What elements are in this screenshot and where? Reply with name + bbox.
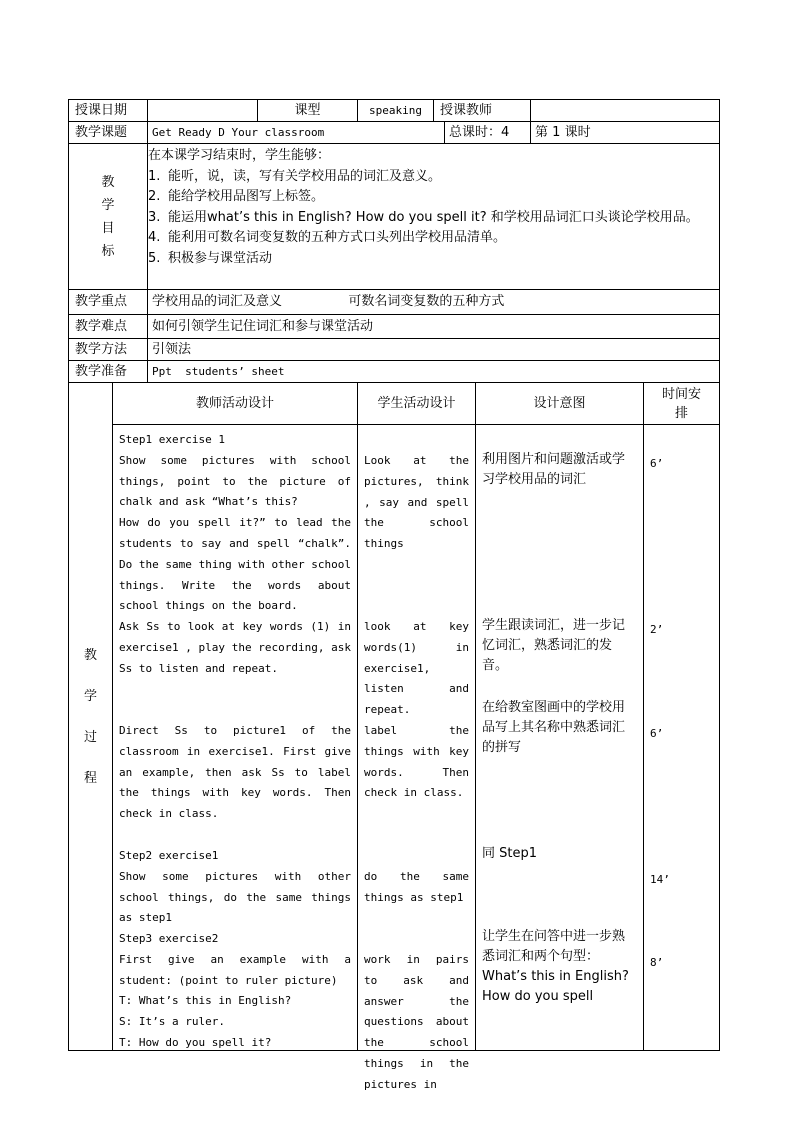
student-step-1c: label the things with key words. Then check in class. bbox=[364, 724, 470, 800]
teacher-activity-column bbox=[113, 425, 358, 1051]
student-step-1b: look at key words(1) in exercise1, listen and repeat. bbox=[364, 620, 470, 717]
time-step-2: 14’ bbox=[650, 873, 670, 886]
time-step-1c: 6’ bbox=[650, 727, 664, 740]
time-step-3: 8’ bbox=[650, 956, 664, 969]
type-value: speaking bbox=[358, 100, 434, 122]
time-step-1b: 2’ bbox=[650, 623, 664, 636]
student-activity-column bbox=[358, 425, 476, 1091]
design-intent-header: 设计意图 bbox=[476, 383, 644, 425]
type-label: 课型 bbox=[258, 100, 358, 122]
time-step-1: 6’ bbox=[650, 457, 664, 470]
goal-item: 4. 能利用可数名词变复数的五种方式口头列出学校用品清单。 bbox=[148, 230, 507, 245]
teacher-step-3: Step3 exercise2 First give an example with a student: (point to ruler picture) T: What’s this in English? S: It’s a ruler. T: How do you spell it? bbox=[119, 932, 352, 1049]
intent-step-2: 同 Step1 bbox=[482, 846, 538, 861]
teacher-step-1c: Direct Ss to picture1 of the classroom in exercise1. First give an example, then ask Ss to label the things with key words. Then check in class. bbox=[119, 724, 352, 821]
lesson-plan-table bbox=[68, 99, 719, 1091]
intent-step-3: 让学生在问答中进一步熟悉词汇和两个句型：What’s this in English? How do you spell bbox=[482, 929, 629, 1004]
teacher-value bbox=[531, 100, 720, 122]
student-step-1: Look at the pictures, think , say and spell the school things bbox=[364, 454, 470, 551]
student-step-3: work in pairs to ask and answer the questions about the school things in the pictures in bbox=[364, 953, 470, 1091]
goals-label: 教 学 目 标 bbox=[69, 144, 148, 290]
goal-item: 5. 积极参与课堂活动 bbox=[148, 250, 273, 266]
intent-step-1c: 在给教室图画中的学校用品写上其名称中熟悉词汇的拼写 bbox=[482, 700, 626, 755]
date-value bbox=[148, 100, 258, 122]
method-label: 教学方法 bbox=[69, 339, 148, 361]
method-value: 引领法 bbox=[148, 339, 720, 361]
teacher-label: 授课教师 bbox=[434, 100, 531, 122]
student-activity-header: 学生活动设计 bbox=[358, 383, 476, 425]
keypoints-label: 教学重点 bbox=[69, 290, 148, 315]
time-column bbox=[644, 425, 720, 1051]
period-number: 第 1 课时 bbox=[531, 122, 720, 144]
topic-value: Get Ready D Your classroom bbox=[148, 122, 445, 144]
total-periods: 总课时：4 bbox=[445, 122, 531, 144]
topic-label: 教学课题 bbox=[69, 122, 148, 144]
goal-item: 1. 能听，说，读，写有关学校用品的词汇及意义。 bbox=[148, 168, 442, 184]
teacher-step-1b: Ask Ss to look at key words (1) in exercise1 , play the recording, ask Ss to listen and repeat. bbox=[119, 620, 352, 675]
date-label: 授课日期 bbox=[69, 100, 148, 122]
prep-value: Ppt students’ sheet bbox=[148, 361, 720, 383]
teacher-step-1: Step1 exercise 1 Show some pictures with school things, point to the picture of chalk and ask “What’s this? How do you spell it?” to lead the students to say and spell “chalk”. Do the same thing with other school things. Write the words about school things on the board. bbox=[119, 433, 352, 613]
keypoints-value: 学校用品的词汇及意义 可数名词变复数的五种方式 bbox=[148, 290, 720, 315]
intent-step-1b: 学生跟读词汇，进一步记忆词汇，熟悉词汇的发音。 bbox=[482, 618, 626, 673]
time-header: 时间安排 bbox=[644, 383, 720, 425]
intent-step-1: 利用图片和问题激活或学习学校用品的词汇 bbox=[482, 452, 626, 487]
goals-content bbox=[148, 144, 720, 290]
design-intent-column bbox=[476, 425, 644, 1051]
student-step-2: do the same things as step1 bbox=[364, 870, 470, 904]
teacher-step-2: Step2 exercise1 Show some pictures with other school things, do the same things as step1 bbox=[119, 849, 352, 925]
prep-label: 教学准备 bbox=[69, 361, 148, 383]
goal-item: 2. 能给学校用品图写上标签。 bbox=[148, 189, 325, 204]
difficulty-label: 教学难点 bbox=[69, 315, 148, 339]
difficulty-value: 如何引领学生记住词汇和参与课堂活动 bbox=[148, 315, 720, 339]
teacher-activity-header: 教师活动设计 bbox=[113, 383, 358, 425]
goal-item: 3. 能运用what’s this in English? How do you spell it? 和学校用品词汇口头谈论学校用品。 bbox=[148, 209, 699, 225]
process-label: 教 学 过 程 bbox=[69, 383, 113, 1051]
goals-intro: 在本课学习结束时，学生能够： bbox=[148, 148, 331, 163]
